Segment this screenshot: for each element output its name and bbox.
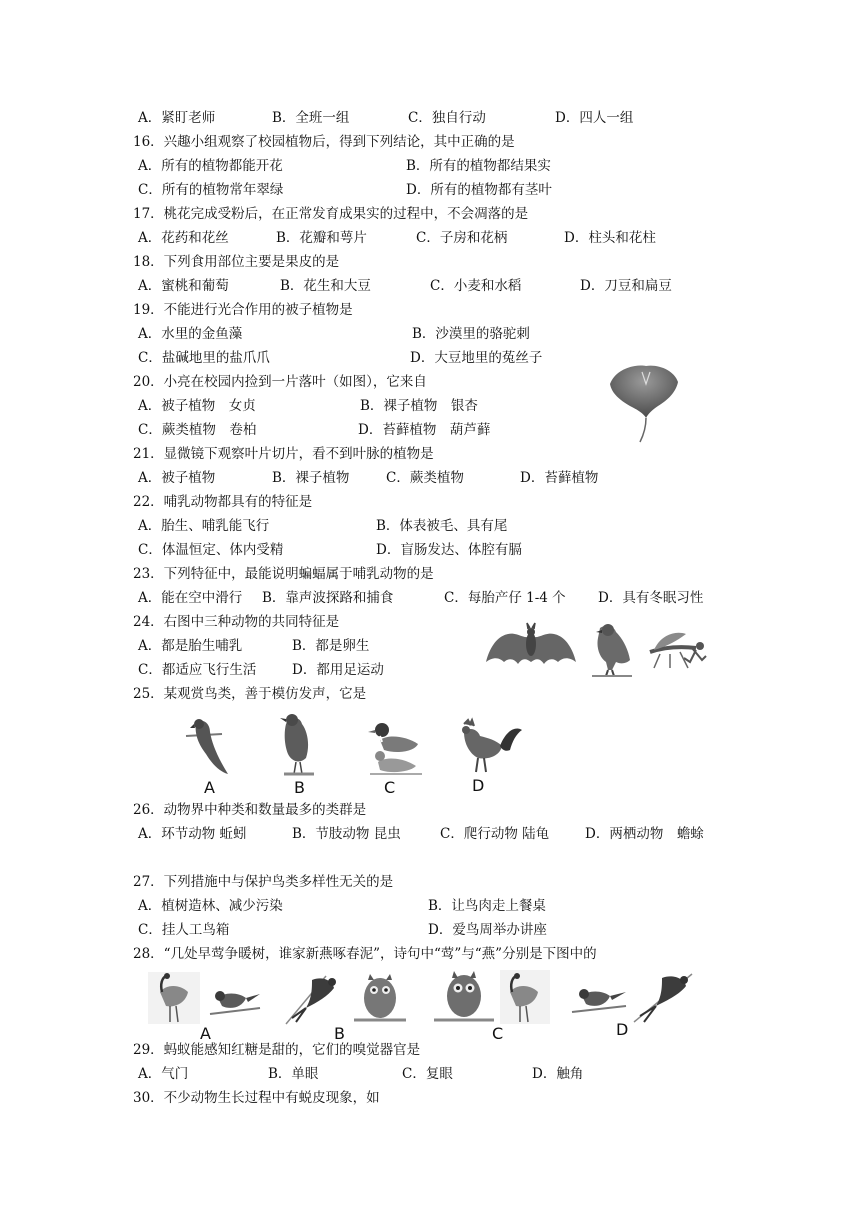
q15-option-a: A．紧盯老师 — [138, 110, 216, 126]
q19-option-d: D．大豆地里的菟丝子 — [410, 350, 543, 366]
q28-label-c: C — [492, 1024, 504, 1043]
oriole-image-a — [206, 984, 264, 1024]
q26-option-a: A．环节动物 蚯蚓 — [138, 826, 247, 842]
q24-option-d: D．都用足运动 — [292, 662, 384, 678]
q17-option-b: B．花瓣和萼片 — [276, 230, 367, 246]
q29-option-c: C．复眼 — [402, 1066, 453, 1082]
q16-stem: 16．兴趣小组观察了校园植物后，得到下列结论，其中正确的是 — [133, 134, 515, 150]
q29-option-b: B．单眼 — [268, 1066, 319, 1082]
q29-option-d: D．触角 — [532, 1066, 584, 1082]
rooster-image — [452, 716, 524, 774]
q23-stem: 23．下列特征中，最能说明蝙蝠属于哺乳动物的是 — [133, 566, 434, 582]
q20-stem: 20．小亮在校园内捡到一片落叶（如图），它来自 — [133, 374, 427, 390]
parrot-image — [180, 714, 236, 778]
q26-option-d: D．两栖动物 蟾蜍 — [585, 826, 704, 842]
q19-option-b: B．沙漠里的骆驼刺 — [412, 326, 530, 342]
q28-label-a: A — [200, 1024, 211, 1043]
q20-option-c: C．蕨类植物 卷柏 — [138, 422, 257, 438]
q27-option-b: B．让鸟肉走上餐桌 — [428, 898, 546, 914]
q23-option-c: C．每胎产仔 1-4 个 — [444, 590, 566, 606]
q19-stem: 19．不能进行光合作用的被子植物是 — [133, 302, 353, 318]
q27-option-a: A．植树造林、减少污染 — [138, 898, 283, 914]
q22-option-b: B．体表被毛、具有尾 — [376, 518, 508, 534]
q20-option-d: D．苔藓植物 葫芦藓 — [358, 422, 491, 438]
q16-option-a: A．所有的植物都能开花 — [138, 158, 283, 174]
hawk-image — [582, 620, 638, 678]
q17-option-d: D．柱头和花柱 — [564, 230, 656, 246]
mantis-image — [640, 622, 712, 672]
owl-image-b — [350, 970, 410, 1026]
q24-option-a: A．都是胎生哺乳 — [138, 638, 243, 654]
q26-option-c: C．爬行动物 陆龟 — [440, 826, 550, 842]
q29-option-a: A．气门 — [138, 1066, 189, 1082]
q17-option-a: A．花药和花丝 — [138, 230, 229, 246]
q18-stem: 18．下列食用部位主要是果皮的是 — [133, 254, 340, 270]
q18-option-c: C．小麦和水稻 — [430, 278, 522, 294]
q20-option-a: A．被子植物 女贞 — [138, 398, 256, 414]
q24-option-b: B．都是卵生 — [292, 638, 370, 654]
q21-option-b: B．裸子植物 — [272, 470, 350, 486]
q25-label-d: D — [472, 776, 485, 795]
q22-option-d: D．盲肠发达、体腔有膈 — [376, 542, 522, 558]
q27-option-c: C．挂人工鸟箱 — [138, 922, 230, 938]
q26-stem: 26．动物界中种类和数量最多的类群是 — [133, 802, 367, 818]
q17-stem: 17．桃花完成受粉后，在正常发育成果实的过程中，不会凋落的是 — [133, 206, 529, 222]
q27-stem: 27．下列措施中与保护鸟类多样性无关的是 — [133, 874, 394, 890]
ducks-image — [366, 716, 426, 776]
q15-option-b: B．全班一组 — [272, 110, 350, 126]
swallow-image-d — [628, 966, 698, 1026]
q16-option-c: C．所有的植物常年翠绿 — [138, 182, 284, 198]
q24-option-c: C．都适应飞行生活 — [138, 662, 257, 678]
q18-option-d: D．刀豆和扁豆 — [580, 278, 672, 294]
q28-stem: 28．“几处早莺争暖树，谁家新燕啄春泥”，诗句中“莺”与“燕”分别是下图中的 — [133, 946, 597, 962]
q22-stem: 22．哺乳动物都具有的特征是 — [133, 494, 313, 510]
q21-option-a: A．被子植物 — [138, 470, 216, 486]
q29-stem: 29．蚂蚁能感知红糖是甜的，它们的嗅觉器官是 — [133, 1042, 421, 1058]
q30-stem: 30．不少动物生长过程中有蜕皮现象，如 — [133, 1090, 380, 1106]
q28-label-b: B — [334, 1024, 345, 1043]
q21-stem: 21．显微镜下观察叶片切片，看不到叶脉的植物是 — [133, 446, 434, 462]
q15-option-d: D．四人一组 — [555, 110, 634, 126]
q24-stem: 24．右图中三种动物的共同特征是 — [133, 614, 340, 630]
q25-label-b: B — [294, 778, 305, 797]
q28-label-d: D — [616, 1020, 629, 1039]
q25-label-c: C — [384, 778, 396, 797]
q21-option-c: C．蕨类植物 — [386, 470, 464, 486]
oriole-image-d — [570, 982, 630, 1022]
q22-option-c: C．体温恒定、体内受精 — [138, 542, 284, 558]
owl-image-c — [432, 968, 496, 1026]
songbird-image — [274, 710, 320, 778]
q16-option-d: D．所有的植物都有茎叶 — [406, 182, 552, 198]
crane-image-a — [148, 972, 200, 1024]
q18-option-b: B．花生和大豆 — [280, 278, 371, 294]
q19-option-c: C．盐碱地里的盐爪爪 — [138, 350, 270, 366]
q19-option-a: A．水里的金鱼藻 — [138, 326, 243, 342]
q20-option-b: B．裸子植物 银杏 — [360, 398, 478, 414]
q25-label-a: A — [204, 778, 215, 797]
ginkgo-leaf-image — [606, 362, 680, 444]
q23-option-a: A．能在空中滑行 — [138, 590, 243, 606]
q23-option-b: B．靠声波探路和捕食 — [262, 590, 394, 606]
q16-option-b: B．所有的植物都结果实 — [406, 158, 551, 174]
crane-image-c — [500, 970, 550, 1024]
bat-image — [484, 618, 578, 682]
q27-option-d: D．爱鸟周举办讲座 — [428, 922, 547, 938]
swallow-image-b — [282, 968, 342, 1028]
q23-option-d: D．具有冬眠习性 — [598, 590, 704, 606]
q25-stem: 25．某观赏鸟类，善于模仿发声，它是 — [133, 686, 367, 702]
q15-option-c: C．独自行动 — [408, 110, 486, 126]
q18-option-a: A．蜜桃和葡萄 — [138, 278, 229, 294]
q26-option-b: B．节肢动物 昆虫 — [292, 826, 401, 842]
q22-option-a: A．胎生、哺乳能飞行 — [138, 518, 270, 534]
q21-option-d: D．苔藓植物 — [520, 470, 599, 486]
q17-option-c: C．子房和花柄 — [416, 230, 508, 246]
